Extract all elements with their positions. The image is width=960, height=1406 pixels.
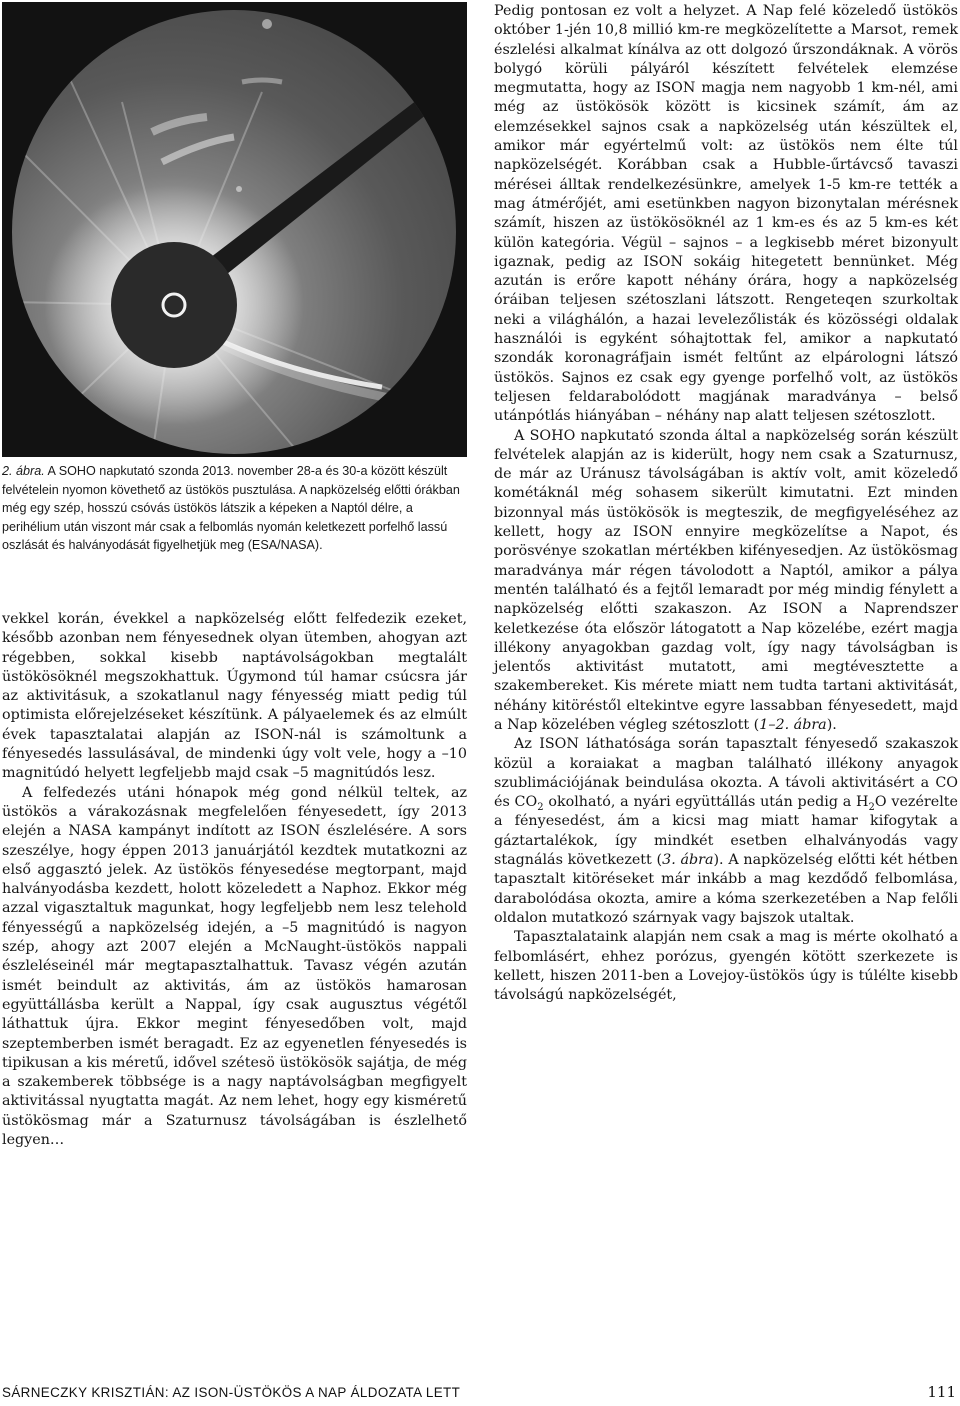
right-paragraph-2-text: A SOHO napkutató szonda által a napközelség során készült felvételek alapján az is kiderült, hogy nem csak a Szaturnusz, de már az Uránusz távolságában is aktív volt, amit közeledő kométáknál még sohasem sikerült kimutatni. Ezt minden bizonnyal más üstökösök is megteszik, de megfigyeléséhez az kellett, hogy az ISON ennyire megközelítse a Napot, és porösvénye szokatlan mértékben kifényesedjen. Az üstökösmag maradványa már régen távolodott a Naptól, amikor a pálya mentén található és a fejtől lemaradt por még mindig fénylett a napközelség előtti szakaszon. Az ISON a Naprendszer keletkezése óta először látogatott a Nap közelébe, ezért magja illékony anyagokban gazdag volt, így nagy távolságban is jelentős aktivitást mutatott, ami megtévesztette a szakembereket. Kis mérete miatt nem tudta tartani aktivitását, néhány kitöréstől eltekintve egyre lassabban fényesedett, majd a Nap közelében végleg szétoszlott ( [494, 427, 958, 733]
figure-reference-1-2: 1–2. ábra [759, 716, 827, 733]
right-paragraph-2-end: ). [826, 716, 837, 733]
page-number: 111 [927, 1383, 956, 1401]
running-footer-title: SÁRNECZKY KRISZTIÁN: AZ ISON-ÜSTÖKÖS A NAP ÁLDOZATA LETT [2, 1385, 461, 1400]
soho-coronagraph-image [2, 2, 467, 457]
right-paragraph-2 [494, 427, 958, 736]
right-paragraph-1: Pedig pontosan ez volt a helyzet. A Nap felé közeledő üstökös október 1-jén 10,8 millió km-re megközelítette a Marsot, remek észlelési alkalmat kínálva az ott dolgozó űrszondáknak. A vörös bolygó körüli pályáról készített felvételek elemzése megmutatta, hogy az ISON magja nem nagyobb 1 km-nél, ami még az üstökösök között is kicsinek számít, ám az elemzésekkel sajnos csak a napközelség után készültek el, amikor már egyértelmű volt: az üstökös nem élte túl napközelségét. Korábban csak a Hubble-űrtávcső tavaszi mérései álltak rendelkezésünkre, amelyek 1-5 km-re tették a mag átmérőjét, ami esetünkben nagyon bizonytalan mérésnek számít, hiszen az üstökösöknél az 1 km-es és az 5 km-es két külön kategória. Végül – sajnos – a legkisebb méret bizonyult igaznak, pedig az ISON sokáig hitegetett bennünket. Még azután is erőre kapott néhány órára, hogy a napközelség óráiban teljesen szétoszlani látszott. Rengeteqen szurkoltak neki a világhálón, a hazai levelezőlisták és közösségi oldalak használói is egyként sóhajtottak fel, amikor a napkutató szondák koronagráfjain ismét feltűnt az elpárologni látszó üstökös. Sajnos ez csak egy gyenge porfelhő volt, az üstökös teljesen feldarabolódott magjának maradványa – belső utánpótlás hiányában – néhány nap alatt teljesen szétoszlott. [494, 3, 958, 425]
figure-label: 2. ábra. [2, 464, 45, 478]
h2o-subscript: 2 [868, 802, 875, 814]
right-paragraph-3-part-a: Az ISON láthatósága során tapasztalt fényesedő szakaszok közül a koraiakat a magban található illékony anyagok szublimációjának beindulása okozta. A távoli aktivitásért a CO és CO [494, 736, 958, 811]
right-paragraph-3-part-b: okolható, a nyári együttállás után pedig a H [543, 794, 869, 811]
figure-caption [2, 462, 467, 555]
right-paragraph-4: Tapasztalataink alapján nem csak a mag is mérte okolható a felbomlásért, ehhez porózus, gyengén kötött szerkezete is kellett, hiszen 2011-ben a Lovejoy-üstökös úgy is túlélte kisebb távolságú napközelségét, [494, 929, 958, 1004]
left-paragraph-1: vekkel korán, évekkel a napközelség előtt felfedezik ezeket, később azonban nem fényesednek olyan ütemben, ahogyan azt régebben, sokkal kisebb naptávolságokban megtalált üstökösöknél megszokhattuk. Úgymond túl hamar csúcsra jár az aktivitásuk, a szokatlanul nagy fényesség miatt pedig túl optimista előrejelzéseket készítünk. A pályaelemek és az elmúlt évek tapasztalatai alapján az ISON-nál is számoltunk a fényesedés lassulásával, de mindenki úgy volt vele, hogy a –10 magnitúdó helyett legfeljebb majd csak –5 magnitúdós lesz. [2, 611, 467, 782]
co2-subscript: 2 [537, 802, 544, 814]
right-paragraph-3 [494, 735, 958, 928]
left-column [2, 610, 467, 1150]
right-paragraph-3-part-c: O vezérelte a fényesedést, ám a kicsi mag miatt hamar kifogytak a gáztartalékok, így mindkét esetben elhalványodás vagy stagnálás következett ( [494, 794, 958, 869]
figure-reference-3: 3. ábra [662, 852, 714, 869]
coronagraph-illustration [2, 2, 467, 457]
right-column [494, 2, 958, 1005]
figure-caption-text: A SOHO napkutató szonda 2013. november 28-a és 30-a között készült felvételein nyomon követhető az üstökös pusztulása. A napközelség előtti órákban még egy szép, hosszú csóvás üstökös látszik a képeken a Naptól délre, a perihélium után viszont már csak a felbomlás nyomán keletkezett porfelhő lassú oszlását és halványodását figyelhetjük meg (ESA/NASA). [2, 464, 460, 553]
left-paragraph-2: A felfedezés utáni hónapok még gond nélkül teltek, az üstökös a várakozásnak megfelelően fényesedett, így 2013 elején a NASA kampányt indított az ISON észlelésére. A sors szeszélye, hogy éppen 2013 januárjától kezdtek mutatkozni az első aggasztó jelek. Az üstökös fényesedése megtorpant, majd halványodásba kezdett, holott közeledett a Naphoz. Ekkor még azzal vigasztaltuk magunkat, hogy legfeljebb nem lesz telehold fényességű a napközelség idején, a –5 magnitúdó is nagyon szép, ahogy azt 2007 elején a McNaught-üstökös nappali észleléseinél már megtapasztalhattuk. Tavasz végén azután ismét beindult az aktivitás, ám az üstökös hamarosan együttállásba került a Nappal, így csak augusztus végétől láthattuk újra. Ekkor megint fényesedőben volt, majd szeptemberben ismét beragadt. Ez az egyenetlen fényesedés is tipikusan a kis méretű, idővel szétesö üstökösök sajátja, de még a szakemberek többsége is a nagy naptávolságban megfigyelt aktivitással nyugtatta magát. Az nem lehet, hogy egy kisméretű üstökösmag már a Szaturnusz távolságában is észlelhető legyen… [2, 784, 467, 1149]
right-paragraph-3-part-d: ). A napközelség előtti két hétben tapasztalt kitöréseket már inkább a mag kezdődő felbomlása, darabolódása okozta, amire a kóma szerkezetében a Nap felőli oldalon mutatkozó szárnyak vagy bajszok utaltak. [494, 852, 958, 926]
